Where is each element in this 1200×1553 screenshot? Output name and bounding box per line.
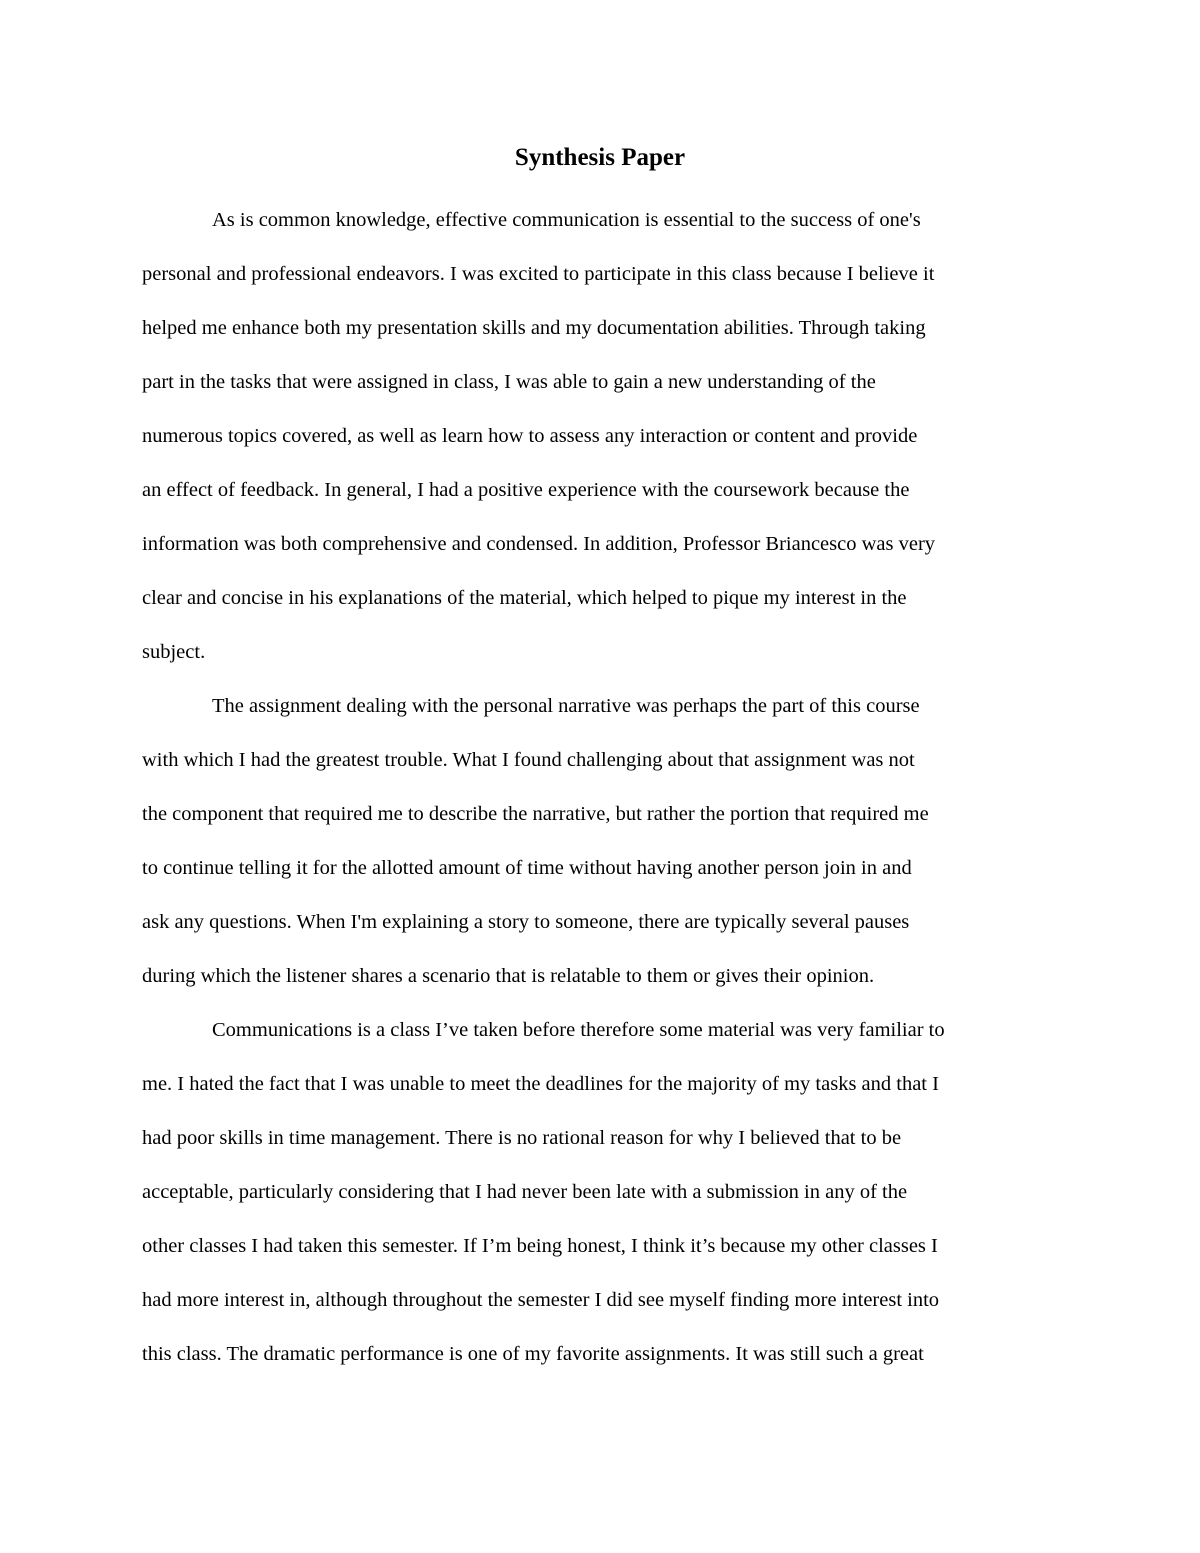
paragraph-1-line-5: numerous topics covered, as well as learn how to assess any interaction or content and provide [142, 425, 918, 447]
paragraph-1-line-4: part in the tasks that were assigned in class, I was able to gain a new understanding of the [142, 371, 876, 393]
paragraph-3-line-1: Communications is a class I’ve taken before therefore some material was very familiar to [212, 1019, 945, 1041]
paragraph-2-line-1: The assignment dealing with the personal narrative was perhaps the part of this course [212, 695, 920, 717]
paragraph-2-line-3: the component that required me to describe the narrative, but rather the portion that required me [142, 803, 929, 825]
paragraph-2-line-5: ask any questions. When I'm explaining a story to someone, there are typically several pauses [142, 911, 910, 933]
paragraph-3-line-3: had poor skills in time management. There is no rational reason for why I believed that to be [142, 1127, 902, 1149]
paragraph-3-line-7: this class. The dramatic performance is one of my favorite assignments. It was still such a great [142, 1343, 924, 1365]
paragraph-3-line-6: had more interest in, although throughout the semester I did see myself finding more interest into [142, 1289, 940, 1311]
paragraph-1-line-3: helped me enhance both my presentation skills and my documentation abilities. Through taking [142, 317, 926, 339]
paragraph-2-line-6: during which the listener shares a scenario that is relatable to them or gives their opinion. [142, 965, 875, 987]
document-title: Synthesis Paper [514, 144, 686, 171]
paragraph-1-line-2: personal and professional endeavors. I was excited to participate in this class because I believe it [142, 263, 935, 285]
paragraph-2-line-4: to continue telling it for the allotted amount of time without having another person join in and [142, 857, 912, 879]
paragraph-1-line-1: As is common knowledge, effective communication is essential to the success of one's [212, 209, 921, 231]
paragraph-3-line-5: other classes I had taken this semester. If I’m being honest, I think it’s because my other classes I [142, 1235, 938, 1257]
paragraph-2-line-2: with which I had the greatest trouble. What I found challenging about that assignment was not [142, 749, 915, 771]
paragraph-3-line-4: acceptable, particularly considering that I had never been late with a submission in any of the [142, 1181, 908, 1203]
paragraph-1-line-6: an effect of feedback. In general, I had a positive experience with the coursework because the [142, 479, 910, 501]
paragraph-1-line-9: subject. [142, 641, 206, 663]
paragraph-3-line-2: me. I hated the fact that I was unable to meet the deadlines for the majority of my tasks and that I [142, 1073, 939, 1095]
paragraph-1-line-7: information was both comprehensive and condensed. In addition, Professor Briancesco was very [142, 533, 936, 555]
paragraph-1-line-8: clear and concise in his explanations of the material, which helped to pique my interest in the [142, 587, 907, 609]
